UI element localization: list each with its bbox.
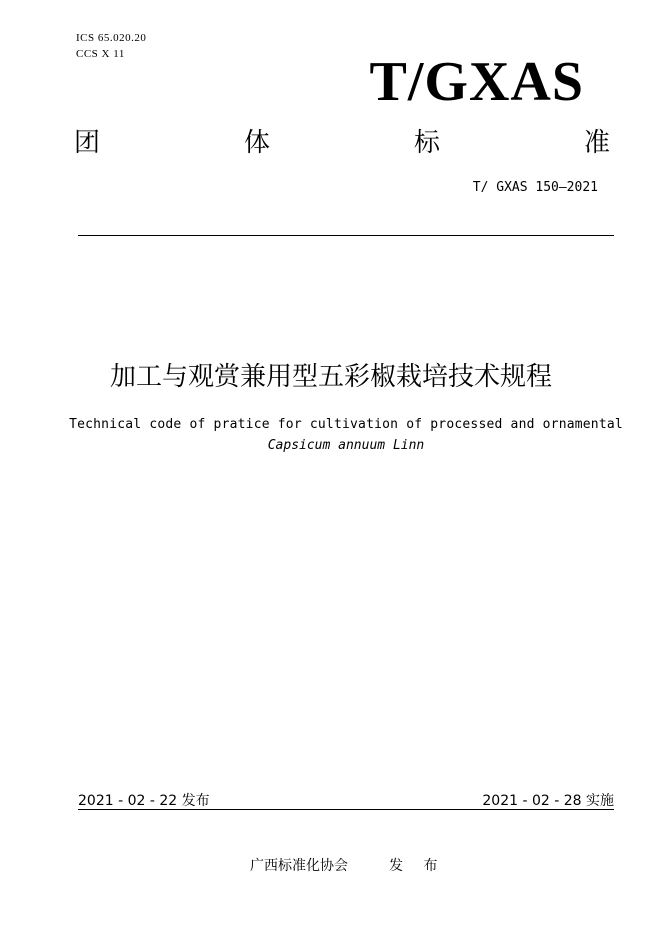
ics-code: ICS 65.020.20 [76,32,147,44]
top-divider [78,235,614,236]
title-english-line2: Capsicum annuum Linn [267,438,425,453]
standard-type [74,126,610,160]
publish-label: 发 布 [389,858,446,874]
standard-type-char: 体 [243,128,270,158]
standard-logo: T/GXAS [369,51,584,113]
bottom-divider [78,809,614,810]
title-chinese: 加工与观赏兼用型五彩椒栽培技术规程 [109,362,552,392]
ccs-code: CCS X 11 [76,48,125,60]
issue-date: 2021 - 02 - 22 发布 [78,793,210,809]
standard-number: T/ GXAS 150—2021 [472,180,598,195]
title-english-line1: Technical code of pratice for cultivation of processed and ornamental [69,417,623,432]
standard-type-char: 标 [413,128,440,158]
implementation-date: 2021 - 02 - 28 实施 [482,793,614,809]
standard-type-char: 团 [74,128,101,158]
publisher-name: 广西标准化协会 [250,858,348,874]
standard-type-char: 准 [583,128,610,158]
